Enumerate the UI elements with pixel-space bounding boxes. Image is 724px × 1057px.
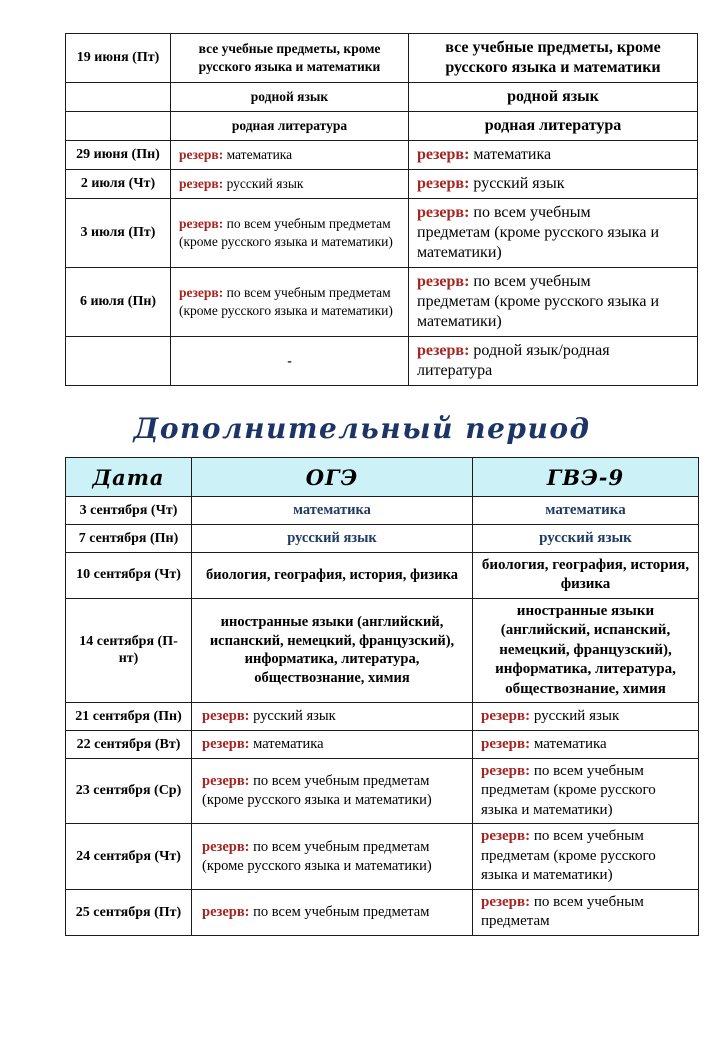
oge-cell: родная литература xyxy=(171,112,409,141)
reserve-label: резерв: xyxy=(481,762,531,779)
date-cell: 25 сентября (Пт) xyxy=(66,889,192,935)
oge-cell: - xyxy=(171,337,409,386)
gve-cell: родная литература xyxy=(409,112,698,141)
column-header-gve9: ГВЭ-9 xyxy=(473,458,699,497)
oge-cell: резерв: математика xyxy=(171,141,409,170)
table-row xyxy=(66,83,698,112)
table-row xyxy=(66,703,699,731)
oge-cell: иностранные языки (английский, испанский, немецкий, французский), информатика, литература, обществознание, химия xyxy=(192,598,473,703)
table-row xyxy=(66,552,699,598)
oge-cell: математика xyxy=(192,497,473,525)
date-cell: 10 сентября (Чт) xyxy=(66,552,192,598)
gve-cell: иностранные языки (английский, испанский, немецкий, французский), информатика, литература, обществознание, химия xyxy=(473,598,699,703)
reserve-label: резерв: xyxy=(202,708,250,725)
oge-cell: биология, география, история, физика xyxy=(192,552,473,598)
main-period-schedule-table xyxy=(65,33,698,386)
oge-cell: резерв: по всем учебным предметам (кроме русского языка и математики) xyxy=(192,824,473,890)
reserve-label: резерв: xyxy=(417,273,470,290)
reserve-label: резерв: xyxy=(417,146,470,163)
gve-cell: резерв: русский язык xyxy=(473,703,699,731)
reserve-label: резерв: xyxy=(481,893,531,910)
reserve-label: резерв: xyxy=(202,838,250,855)
oge-cell: резерв: по всем учебным предметам (кроме русского языка и математики) xyxy=(192,758,473,824)
gve-cell: резерв: по всем учебным предметам xyxy=(473,889,699,935)
document-page xyxy=(0,33,724,1057)
date-cell: 29 июня (Пн) xyxy=(66,141,171,170)
main-period-table-body xyxy=(66,34,698,386)
reserve-label: резерв: xyxy=(417,342,470,359)
table-row xyxy=(66,889,699,935)
gve-cell: русский язык xyxy=(473,524,699,552)
date-cell: 19 июня (Пт) xyxy=(66,34,171,83)
reserve-label: резерв: xyxy=(481,828,531,845)
date-cell xyxy=(66,337,171,386)
reserve-label: резерв: xyxy=(417,175,470,192)
gve-cell: резерв: по всем учебным предметам (кроме русского языка и математики) xyxy=(409,199,698,268)
reserve-label: резерв: xyxy=(202,736,250,753)
gve-cell: резерв: математика xyxy=(473,731,699,759)
reserve-label: резерв: xyxy=(481,707,531,724)
date-cell xyxy=(66,112,171,141)
date-cell: 21 сентября (Пн) xyxy=(66,703,192,731)
oge-cell: резерв: русский язык xyxy=(192,703,473,731)
reserve-label: резерв: xyxy=(417,204,470,221)
date-cell: 23 сентября (Ср) xyxy=(66,758,192,824)
table-row xyxy=(66,112,698,141)
reserve-label: резерв: xyxy=(179,285,224,301)
gve-cell: резерв: по всем учебным предметам (кроме русского языка и математики) xyxy=(473,824,699,890)
oge-cell: родной язык xyxy=(171,83,409,112)
date-cell: 3 сентября (Чт) xyxy=(66,497,192,525)
column-header-date: Дата xyxy=(66,458,192,497)
gve-cell: биология, география, история, физика xyxy=(473,552,699,598)
oge-cell: русский язык xyxy=(192,524,473,552)
oge-cell: резерв: по всем учебным предметам xyxy=(192,889,473,935)
table-row xyxy=(66,598,699,703)
reserve-label: резерв: xyxy=(179,147,224,163)
reserve-label: резерв: xyxy=(179,216,224,232)
date-cell: 14 сентября (П-нт) xyxy=(66,598,192,703)
gve-cell: родной язык xyxy=(409,83,698,112)
reserve-label: резерв: xyxy=(179,176,224,192)
gve-cell: резерв: математика xyxy=(409,141,698,170)
table-row xyxy=(66,824,699,890)
date-cell xyxy=(66,83,171,112)
column-header-oge: ОГЭ xyxy=(192,458,473,497)
oge-cell: резерв: русский язык xyxy=(171,170,409,199)
date-cell: 7 сентября (Пн) xyxy=(66,524,192,552)
table-row xyxy=(66,268,698,337)
gve-cell: резерв: по всем учебным предметам (кроме русского языка и математики) xyxy=(473,758,699,824)
gve-cell: математика xyxy=(473,497,699,525)
table-row xyxy=(66,758,699,824)
oge-cell: резерв: математика xyxy=(192,731,473,759)
reserve-label: резерв: xyxy=(481,735,531,752)
table-header-row xyxy=(66,458,699,497)
oge-cell: все учебные предметы, кроме русского языка и математики xyxy=(171,34,409,83)
date-cell: 6 июля (Пн) xyxy=(66,268,171,337)
gve-cell: резерв: родной язык/родная литература xyxy=(409,337,698,386)
table-row xyxy=(66,141,698,170)
table-row xyxy=(66,497,699,525)
oge-cell: резерв: по всем учебным предметам (кроме русского языка и математики) xyxy=(171,199,409,268)
table-row xyxy=(66,337,698,386)
date-cell: 2 июля (Чт) xyxy=(66,170,171,199)
table-row xyxy=(66,170,698,199)
table-row xyxy=(66,34,698,83)
gve-cell: резерв: русский язык xyxy=(409,170,698,199)
gve-cell: резерв: по всем учебным предметам (кроме русского языка и математики) xyxy=(409,268,698,337)
table-row xyxy=(66,731,699,759)
table-row xyxy=(66,524,699,552)
additional-period-table-body xyxy=(66,497,699,936)
date-cell: 22 сентября (Вт) xyxy=(66,731,192,759)
oge-cell: резерв: по всем учебным предметам (кроме русского языка и математики) xyxy=(171,268,409,337)
additional-period-schedule-table xyxy=(65,457,699,936)
table-row xyxy=(66,199,698,268)
gve-cell: все учебные предметы, кроме русского языка и математики xyxy=(409,34,698,83)
reserve-label: резерв: xyxy=(202,903,250,920)
additional-period-heading: Дополнительный период xyxy=(133,412,591,445)
date-cell: 3 июля (Пт) xyxy=(66,199,171,268)
date-cell: 24 сентября (Чт) xyxy=(66,824,192,890)
reserve-label: резерв: xyxy=(202,773,250,790)
